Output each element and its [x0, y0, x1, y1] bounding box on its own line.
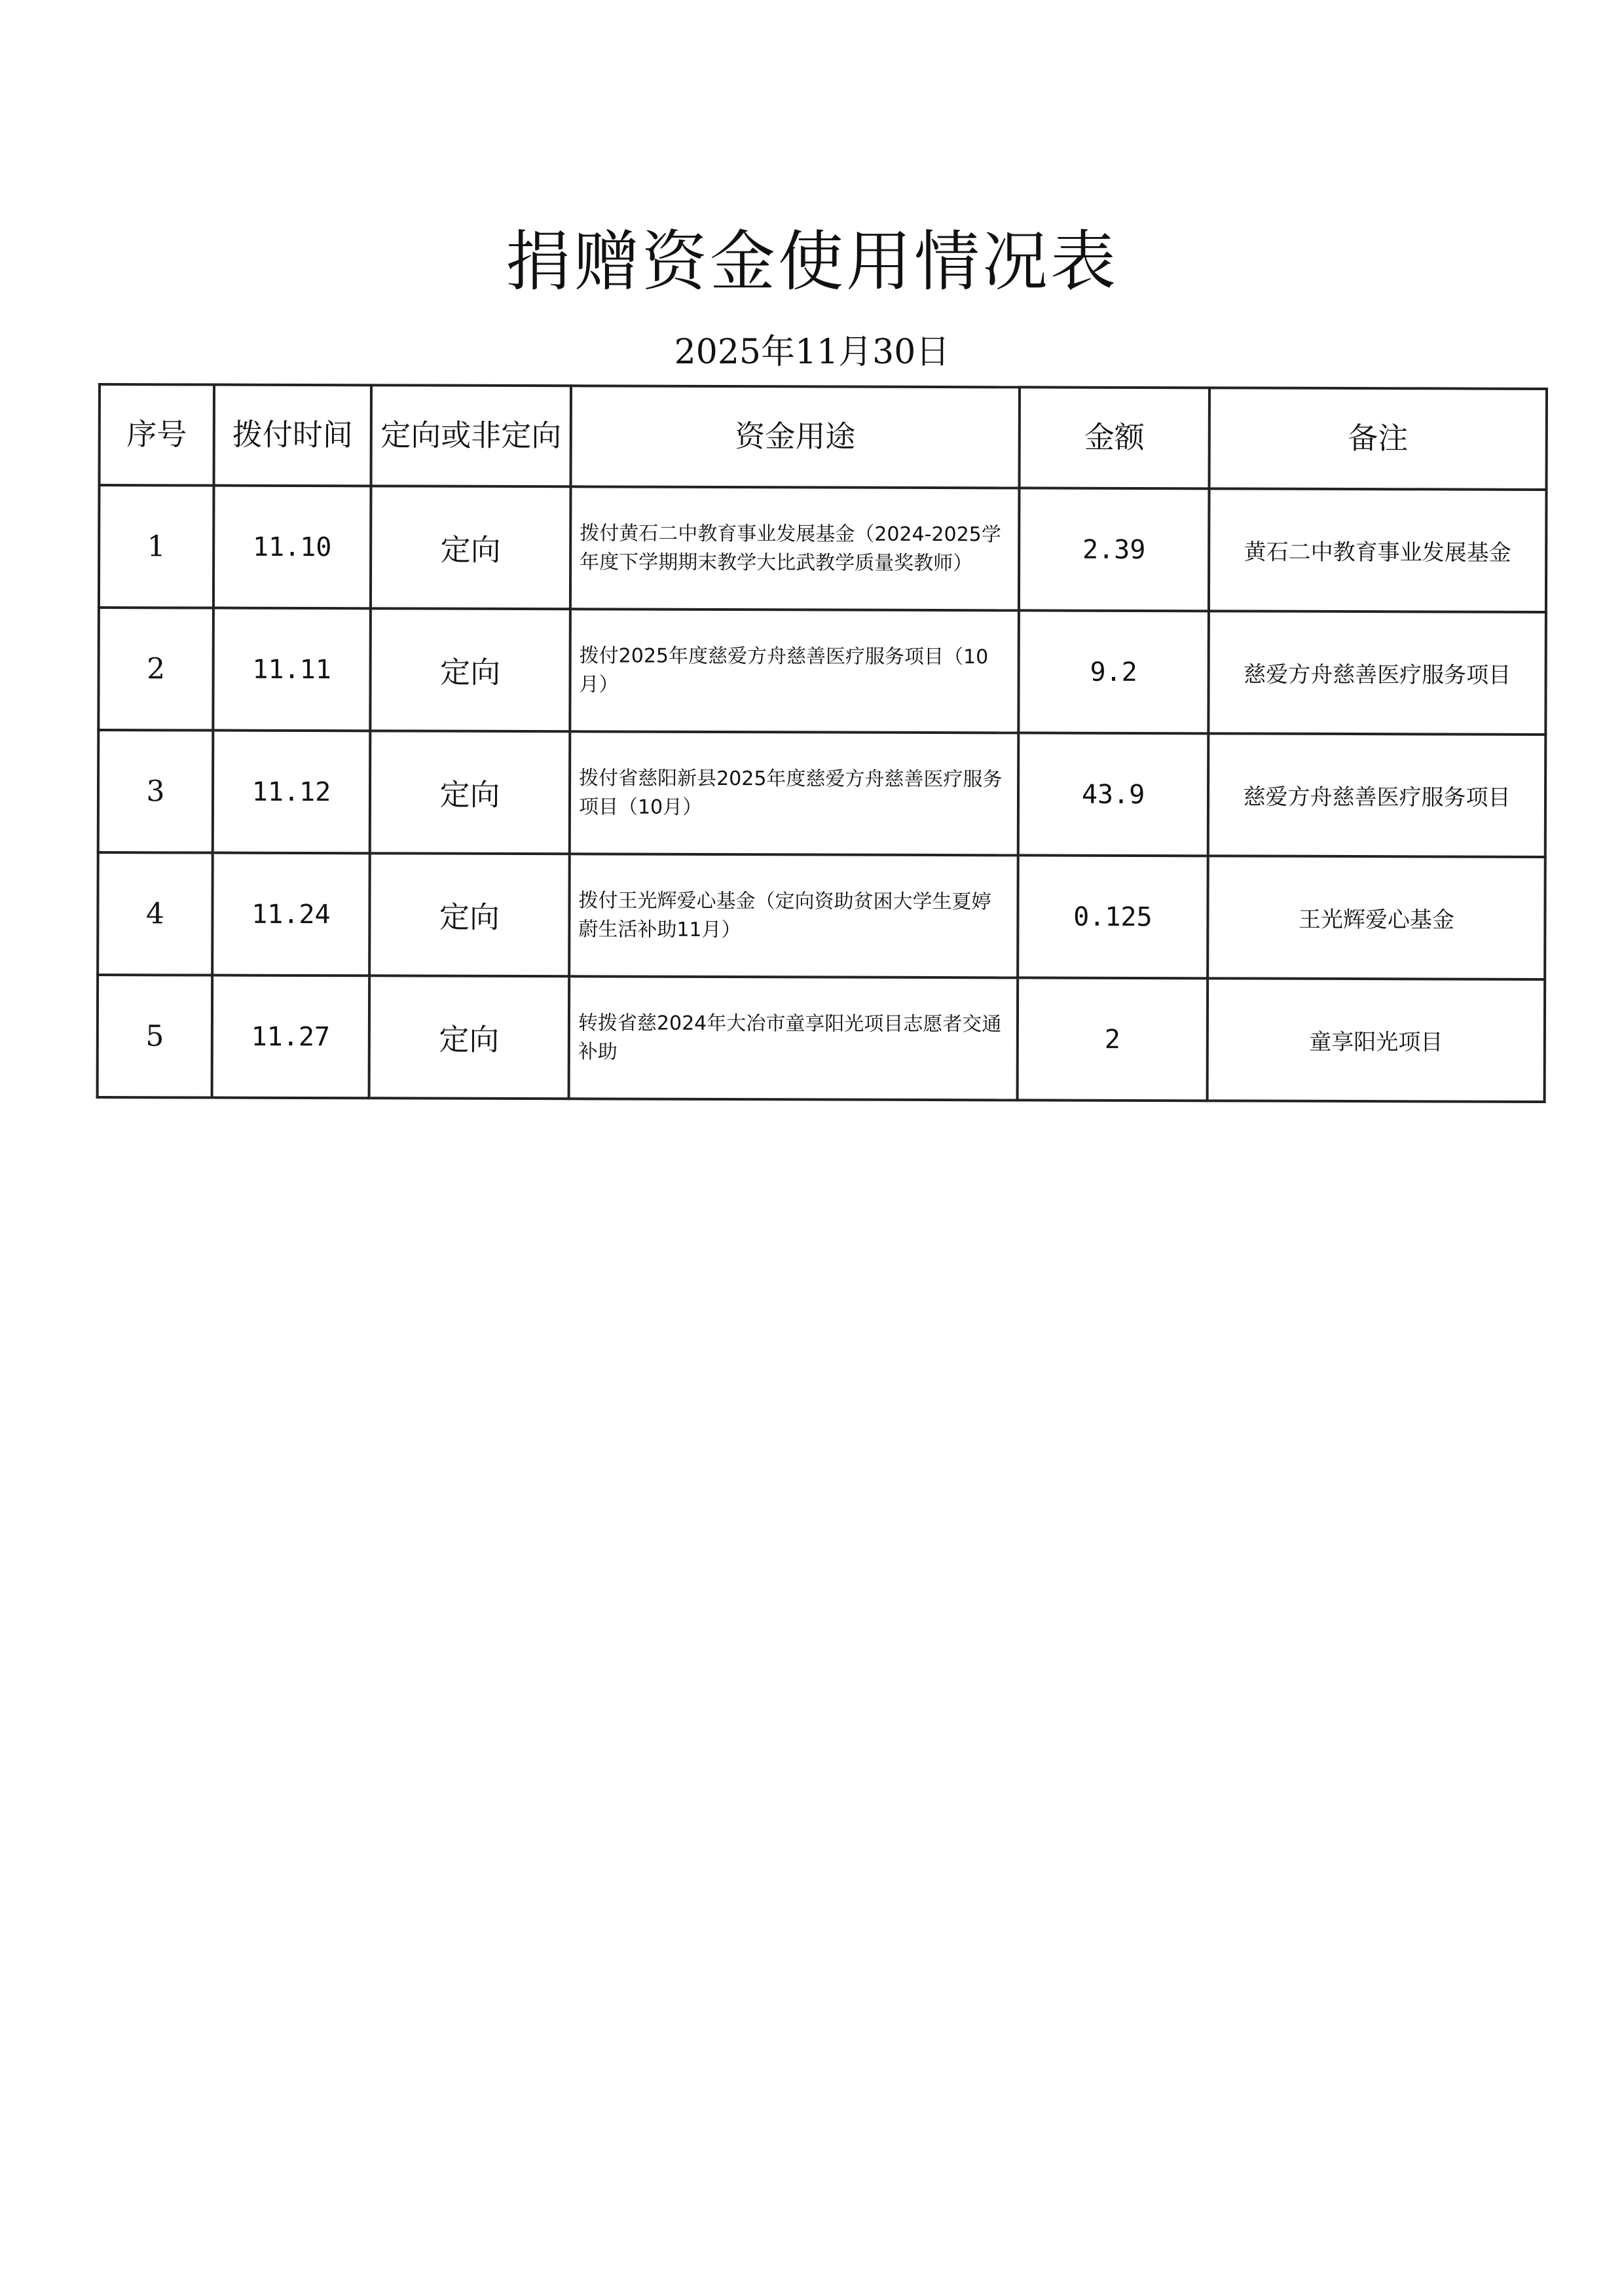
- page-title: 捐赠资金使用情况表: [506, 223, 1118, 300]
- cell-note: 慈爱方舟慈善医疗服务项目: [1208, 611, 1546, 735]
- cell-amount: 2: [1018, 977, 1208, 1101]
- cell-note: 童享阳光项目: [1208, 978, 1545, 1102]
- cell-note: 黄石二中教育事业发展基金: [1209, 488, 1547, 612]
- header-amount: 金额: [1020, 387, 1209, 488]
- cell-seq: 1: [99, 485, 214, 608]
- cell-pay-time: 11.24: [212, 853, 370, 976]
- cell-directed: 定向: [371, 486, 571, 609]
- cell-pay-time: 11.12: [213, 731, 371, 854]
- table-row: [98, 608, 1546, 735]
- cell-seq: 5: [98, 975, 213, 1098]
- cell-amount: 0.125: [1018, 855, 1208, 978]
- header-seq: 序号: [100, 384, 214, 486]
- table-row: [98, 975, 1545, 1102]
- cell-pay-time: 11.27: [212, 975, 370, 1099]
- cell-note: 慈爱方舟慈善医疗服务项目: [1208, 733, 1546, 857]
- cell-purpose: 拨付省慈阳新县2025年度慈爱方舟慈善医疗服务项目（10月）: [570, 731, 1019, 855]
- cell-pay-time: 11.11: [213, 608, 371, 731]
- cell-amount: 9.2: [1018, 610, 1209, 733]
- header-directed: 定向或非定向: [371, 385, 571, 486]
- cell-pay-time: 11.10: [213, 486, 371, 609]
- cell-purpose: 拨付2025年度慈爱方舟慈善医疗服务项目（10月）: [570, 609, 1019, 733]
- header-pay-time: 拨付时间: [214, 385, 371, 486]
- cell-seq: 2: [98, 608, 213, 731]
- table-row: [99, 485, 1547, 612]
- cell-directed: 定向: [369, 853, 570, 976]
- cell-directed: 定向: [369, 975, 570, 1099]
- table-header-row: [100, 384, 1547, 490]
- table-row: [98, 852, 1545, 979]
- header-purpose: 资金用途: [571, 386, 1020, 488]
- table-row: [98, 730, 1546, 857]
- report-date: 2025年11月30日: [674, 333, 950, 372]
- cell-directed: 定向: [370, 731, 570, 854]
- cell-seq: 3: [98, 730, 213, 853]
- cell-purpose: 转拨省慈2024年大冶市童享阳光项目志愿者交通补助: [569, 976, 1018, 1100]
- donation-usage-table: [96, 383, 1548, 1103]
- cell-amount: 43.9: [1018, 733, 1209, 856]
- cell-purpose: 拨付黄石二中教育事业发展基金（2024-2025学年度下学期期末教学大比武教学质量奖教师）: [570, 486, 1020, 610]
- cell-amount: 2.39: [1019, 488, 1209, 611]
- header-note: 备注: [1209, 388, 1547, 490]
- cell-purpose: 拨付王光辉爱心基金（定向资助贫困大学生夏婷蔚生活补助11月）: [569, 854, 1018, 977]
- cell-directed: 定向: [370, 608, 570, 731]
- cell-note: 王光辉爱心基金: [1208, 856, 1545, 979]
- cell-seq: 4: [98, 852, 213, 975]
